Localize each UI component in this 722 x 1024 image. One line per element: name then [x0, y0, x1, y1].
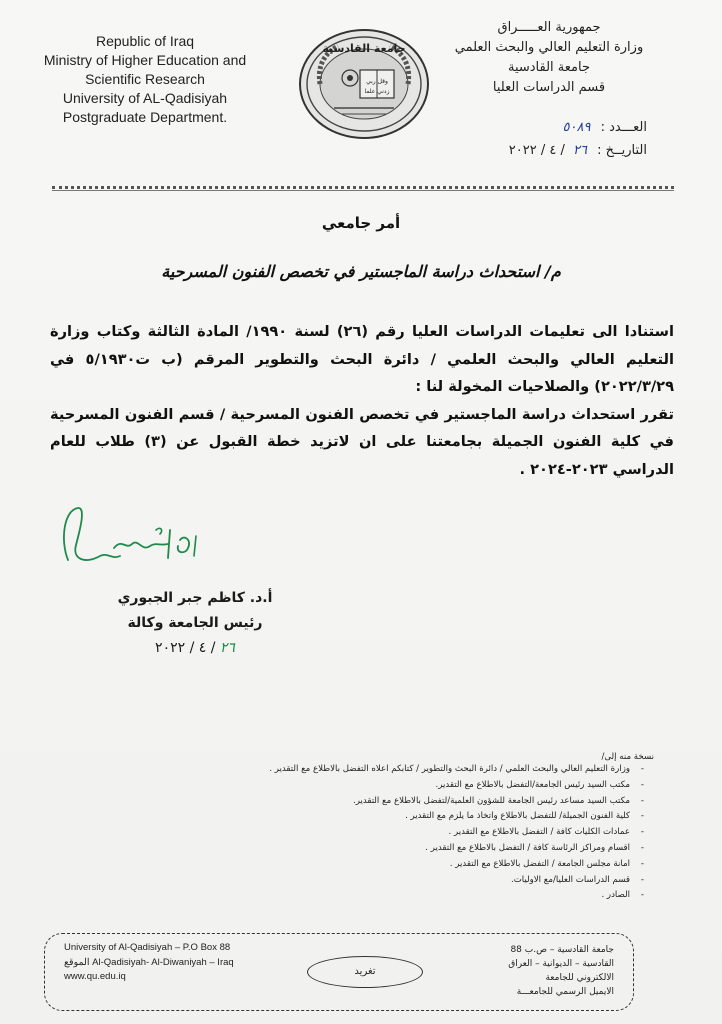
letterhead-ar-line: جامعة القادسية: [507, 60, 591, 75]
copy-recipient: - مكتب السيد رئيس الجامعة/التفضل بالاطلاع مع التقدير.: [70, 780, 630, 796]
document-title: أمر جامعي: [321, 214, 401, 232]
document-subject: م/ استحداث دراسة الماجستير في تخصص الفنون المسرحية: [161, 262, 561, 281]
signatory-block: [90, 586, 300, 661]
signature-date: [90, 636, 300, 661]
letterhead-en-line: Republic of Iraq: [95, 33, 195, 49]
body-paragraph: تقرر استحداث دراسة الماجستير في تخصص الفنون المسرحية / قسم الفنون المسرحية في كلية الفنون الجميلة بجامعتنا على ان لاتزيد خطة القبول عن (٣) طلاب للعام الدراسي ٢٠٢٣-٢٠٢٤ .: [50, 405, 674, 478]
letterhead-en-line: Ministry of Higher Education and: [43, 52, 247, 68]
tweet-button[interactable]: تغريد: [307, 956, 423, 988]
copy-recipient: - وزارة التعليم العالي والبحث العلمي / دائرة البحث والتطوير / كتابكم اعلاه التفضل بالاطلاع مع التقدير .: [70, 764, 630, 780]
reference-number-value: ٥٠٨٩: [562, 120, 591, 135]
footer-ar-line: الايميل الرسمي للجامعـــة: [516, 987, 614, 997]
letterhead-english: [30, 32, 260, 127]
svg-text:زدني علما: زدني علما: [364, 88, 390, 95]
copies-list: [70, 752, 654, 906]
footer-address: Al-Qadisiyah- Al-Diwaniyah – Iraq: [92, 956, 234, 968]
reference-date-handwritten: ٢٦: [573, 143, 587, 158]
copy-recipient: - قسم الدراسات العليا/مع الاوليات.: [70, 875, 630, 891]
reference-date-label: التاريــخ :: [597, 143, 647, 158]
copy-recipient: - مكتب السيد مساعد رئيس الجامعة للشؤون العلمية/لتفضل بالاطلاع مع التقدير.: [70, 796, 630, 812]
letterhead-ar-line: جمهورية العـــــراق: [497, 20, 601, 35]
reference-number: [417, 120, 647, 135]
letterhead-ar-line: وزارة التعليم العالي والبحث العلمي: [454, 40, 644, 55]
signatory-name: أ.د. كاظم جبر الجبوري: [117, 590, 273, 606]
letterhead-en-line: University of AL-Qadisiyah: [62, 90, 228, 106]
footer-website-link[interactable]: www.qu.edu.iq: [64, 971, 126, 982]
copy-recipient: - امانة مجلس الجامعة / التفضل بالاطلاع مع التقدير .: [70, 859, 630, 875]
copy-recipient: - عمادات الكليات كافة / التفضل بالاطلاع مع التقدير .: [70, 827, 630, 843]
footer-en-line: [64, 956, 324, 971]
document-body: [50, 318, 674, 483]
reference-date-value: / ٤ / ٢٠٢٢: [508, 143, 565, 158]
copy-recipient: - كلية الفنون الجميلة/ للتفضل بالاطلاع واتخاذ ما يلزم مع التقدير .: [70, 811, 630, 827]
reference-date: [417, 143, 647, 158]
header-divider: [52, 186, 674, 189]
signatory-title: رئيس الجامعة وكالة: [127, 615, 263, 631]
letterhead-en-line: Postgraduate Department.: [62, 109, 228, 125]
footer-arabic: [414, 943, 614, 999]
university-seal-logo: [298, 28, 430, 140]
footer-site-label: الموقع: [64, 956, 90, 968]
footer-en-line: University of Al-Qadisiyah – P.O Box 88: [64, 942, 231, 953]
footer-ar-line: القادسية – الديوانية – العراق: [508, 959, 614, 969]
copies-label: نسخة منه إلى/: [601, 752, 654, 762]
svg-text:وقل ربي: وقل ربي: [366, 78, 388, 85]
footer-english: [64, 941, 324, 985]
letterhead-en-line: Scientific Research: [85, 71, 205, 87]
footer-ar-line: جامعة القادسية – ص.ب 88: [510, 945, 614, 955]
body-paragraph: استنادا الى تعليمات الدراسات العليا رقم (٢٦) لسنة ١٩٩٠/ المادة الثالثة وكتاب وزارة التعليم العالي والبحث العلمي / دائرة البحث والتطوير المرقم (ب ت٥/١٩٣٠ في ٢٠٢٢/٣/٢٩) والصلاحيات المخولة لنا :: [50, 323, 674, 395]
copy-recipient: - اقسام ومراكز الرئاسة كافة / التفضل بالاطلاع مع التقدير .: [70, 843, 630, 859]
reference-number-label: العـــدد :: [600, 120, 647, 135]
letterhead-arabic: [424, 18, 674, 98]
handwritten-signature: [56, 500, 216, 580]
signature-date-value: / ٤ / ٢٠٢٢: [155, 640, 216, 656]
signature-date-handwritten: ٢٦: [219, 640, 235, 656]
header-divider-line: [52, 190, 674, 191]
letterhead-ar-line: قسم الدراسات العليا: [492, 80, 606, 95]
svg-text:جامعة القادسية: جامعة القادسية: [322, 42, 406, 55]
footer-ar-line: الالكتروني للجامعة: [545, 973, 614, 983]
copy-recipient: - الصادر .: [70, 890, 630, 906]
